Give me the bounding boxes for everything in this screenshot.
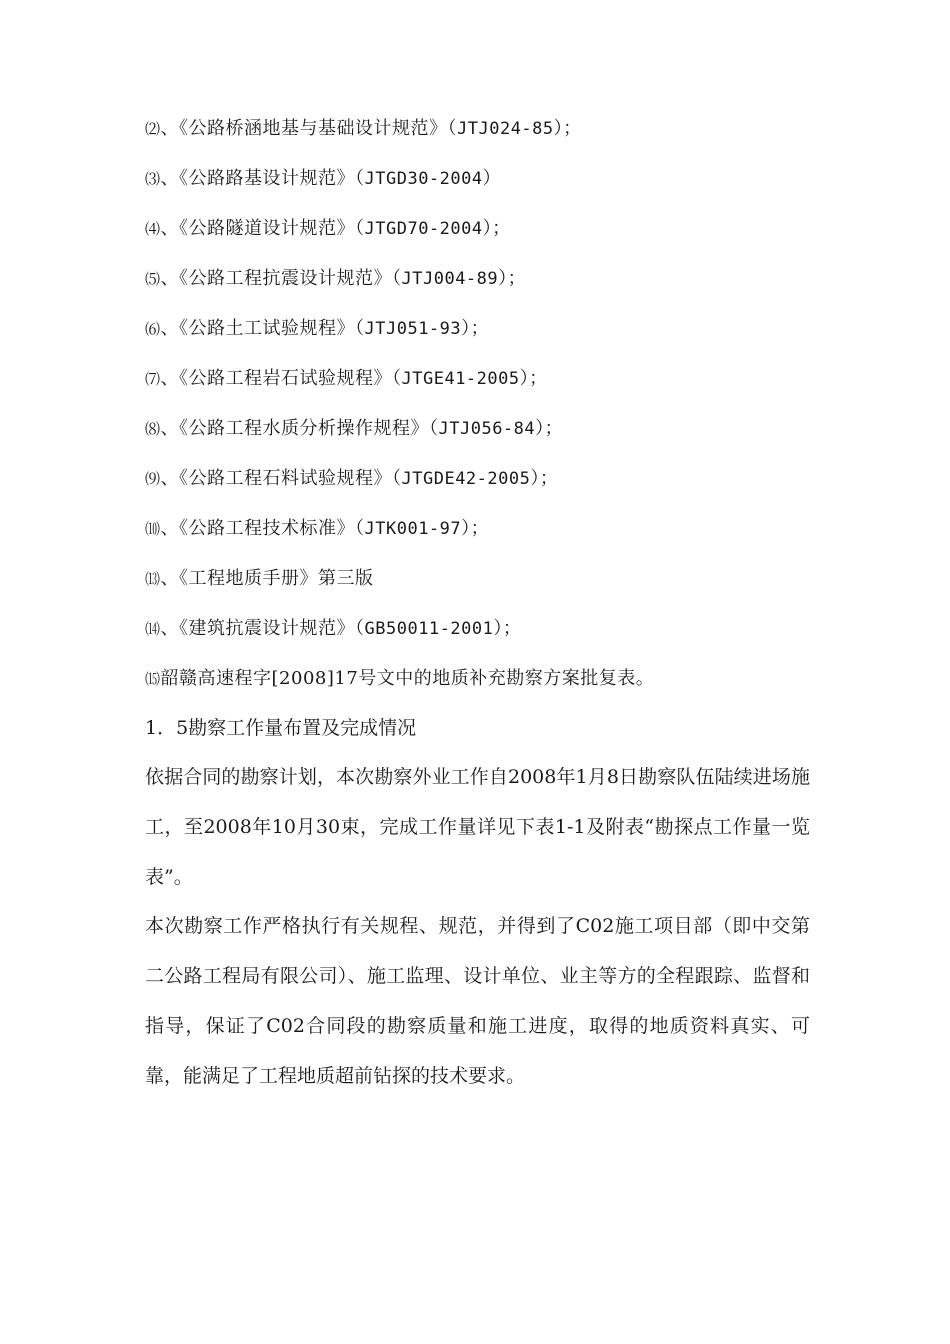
reference-text: 、《公路工程石料试验规程》（ [160,468,402,489]
reference-text: 、《公路工程抗震设计规范》（ [160,268,402,289]
item-number: ⑺ [145,370,161,388]
standard-code: JTGE41-2005 [401,369,520,389]
standard-code: JTGDE42-2005 [401,469,531,489]
reference-text: 、《公路路基设计规范》（ [160,168,365,189]
reference-item [145,414,825,464]
reference-tail: ） [482,168,502,189]
reference-tail: ）； [498,268,527,289]
reference-tail: ）； [553,118,582,139]
reference-item [145,614,825,664]
item-number: ⑼ [145,470,161,488]
item-number: ⑸ [145,270,161,288]
reference-item [145,314,825,364]
item-number: ⑷ [145,220,161,238]
item-number: ⑻ [145,420,161,438]
item-number: ⑵ [145,120,161,138]
reference-text: 韶赣高速程字[2008]17号文中的地质补充勘察方案批复表。 [160,668,655,689]
reference-text: 、《公路工程岩石试验规程》（ [160,368,402,389]
body-paragraph-quality: 本次勘察工作严格执行有关规程、规范，并得到了C02施工项目部（即中交第二公路工程局有限公司）、施工监理、设计单位、业主等方的全程跟踪、监督和指导，保证了C02合同段的勘察质量和施工进度，取得的地质资料真实、可靠，能满足了工程地质超前钻探的技术要求。 [145,915,810,1087]
standard-code: GB50011-2001 [364,619,494,639]
reference-tail: ）； [519,368,548,389]
standard-code: JTJ004-89 [401,269,499,289]
item-number: ⑽ [145,520,161,538]
reference-text: 、《建筑抗震设计规范》（ [160,618,365,639]
body-paragraph-schedule: 依据合同的勘察计划，本次勘察外业工作自2008年1月8日勘察队伍陆续进场施工，至2008年10月30束，完成工作量详见下表1-1及附表“勘探点工作量一览表”。 [145,766,810,888]
item-number: ⒀ [145,570,161,588]
reference-item [145,564,825,614]
standard-code: JTK001-97 [364,519,462,539]
item-number: ⑶ [145,170,161,188]
reference-tail: ）； [461,518,490,539]
standard-code: JTJ051-93 [364,319,462,339]
section-heading: 1．5勘察工作量布置及完成情况 [145,717,417,739]
reference-text: 、《公路工程水质分析操作规程》（ [160,418,439,439]
reference-item [145,114,825,164]
reference-item [145,214,825,264]
reference-item [145,164,825,214]
standard-code: JTJ056-84 [438,419,536,439]
reference-item [145,264,825,314]
standard-code: JTGD70-2004 [364,219,483,239]
reference-tail: ）； [493,618,522,639]
reference-tail: ）； [535,418,564,439]
reference-item [145,664,825,714]
standard-code: JTGD30-2004 [364,169,483,189]
reference-item [145,514,825,564]
reference-text: 、《工程地质手册》第三版 [160,568,374,589]
item-number: ⒁ [145,620,161,638]
reference-text: 、《公路桥涵地基与基础设计规范》（ [160,118,458,139]
reference-tail: ）； [530,468,559,489]
standard-code: JTJ024-85 [457,119,554,139]
reference-tail: ）； [461,318,490,339]
reference-list [145,114,825,714]
item-number: ⑹ [145,320,161,338]
reference-item [145,364,825,414]
reference-text: 、《公路隧道设计规范》（ [160,218,365,239]
reference-tail: ）； [482,218,511,239]
reference-item [145,464,825,514]
reference-text: 、《公路工程技术标准》（ [160,518,365,539]
reference-text: 、《公路土工试验规程》（ [160,318,365,339]
item-number: ⒂ [145,670,161,688]
